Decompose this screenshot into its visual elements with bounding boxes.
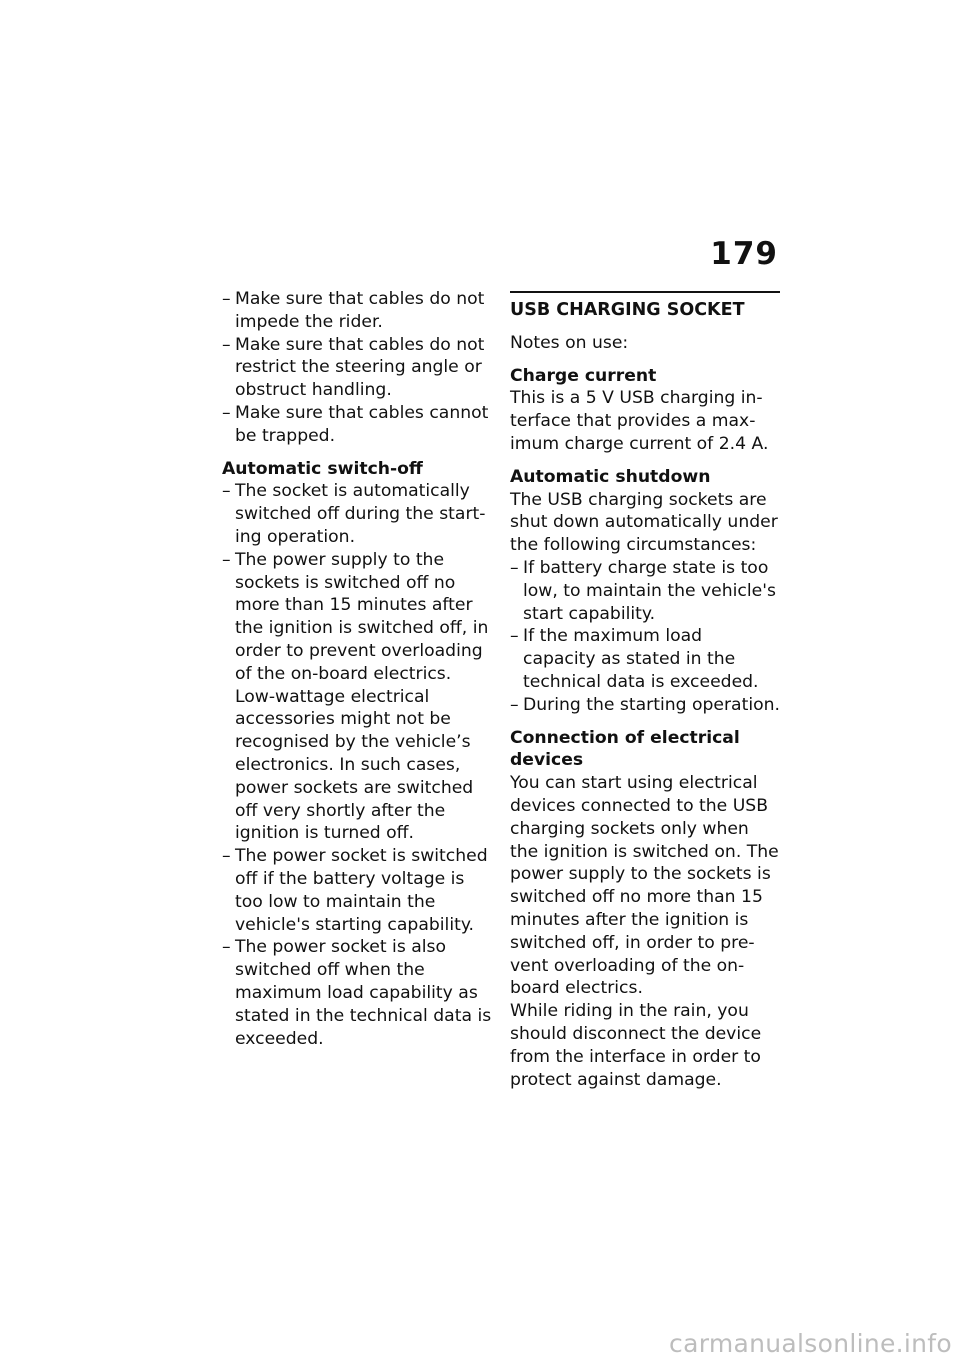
intro-bullet-list — [222, 288, 494, 448]
connection-text-2: While riding in the rain, you should disconnect the device from the interface in order to protect against damage. — [510, 1001, 762, 1090]
list-item: – The socket is automatically switched off during the start-ing operation. — [222, 481, 486, 547]
charge-current-heading: Charge current — [510, 365, 657, 386]
list-item: – During the starting operation. — [510, 694, 780, 715]
left-column — [222, 288, 494, 1050]
list-item: – Make sure that cables do not impede the rider. — [222, 289, 485, 332]
page-number: 179 — [710, 236, 778, 272]
dash-icon: – — [222, 402, 231, 423]
connection-heading: Connection of electrical devices — [510, 727, 740, 771]
section-title: USB CHARGING SOCKET — [510, 291, 780, 322]
dash-icon: – — [222, 549, 231, 570]
auto-switch-off-heading: Automatic switch-off — [222, 458, 423, 479]
list-item: – Make sure that cables do not restrict the steering angle or obstruct handling. — [222, 334, 485, 401]
dash-icon: – — [222, 289, 231, 309]
dash-icon: – — [510, 694, 519, 715]
dash-icon: – — [222, 481, 231, 502]
dash-icon: – — [222, 937, 231, 958]
list-item: – Make sure that cables cannot be trapped. — [222, 402, 489, 446]
watermark: carmanualsonline.info — [669, 1329, 952, 1358]
list-item: – If the maximum load capacity as stated in the technical data is exceeded. — [510, 626, 759, 692]
list-item: – If battery charge state is too low, to maintain the vehicle's start capability. — [510, 557, 776, 624]
auto-shutdown-list — [510, 557, 780, 717]
list-item: – The power socket is switched off if the battery voltage is too low to maintain the vehicle's starting capability. — [222, 846, 488, 935]
right-column — [510, 288, 780, 1091]
dash-icon: – — [222, 846, 231, 867]
list-item: – The power socket is also switched off when the maximum load capability as stated in the technical data is exceeded. — [222, 937, 492, 1049]
connection-text-1: You can start using electrical devices connected to the USB charging sockets only when the ignition is switched on. The power supply to the sockets is switched off no more than 15 minutes after the ignition is switched off, in order to pre-vent overloading of the on-board electrics. — [510, 773, 779, 999]
auto-switch-off-list — [222, 480, 494, 1050]
charge-current-text: This is a 5 V USB charging in-terface that provides a max-imum charge current of 2.4 A. — [510, 388, 769, 454]
dash-icon: – — [510, 626, 519, 647]
dash-icon: – — [222, 334, 231, 355]
auto-shutdown-heading: Automatic shutdown — [510, 466, 711, 487]
auto-shutdown-text: The USB charging sockets are shut down automatically under the following circumstances: — [510, 489, 778, 556]
list-item: – The power supply to the sockets is switched off no more than 15 minutes after the ignition is switched off, in order to prevent overloading of the on-board electrics. Low-wattage electrical accessories might not be recognised by the vehicle’s electronics. In such cases, power sockets are switched off very shortly after the ignition is turned off. — [222, 549, 489, 844]
dash-icon: – — [510, 557, 519, 578]
notes-label: Notes on use: — [510, 332, 629, 353]
